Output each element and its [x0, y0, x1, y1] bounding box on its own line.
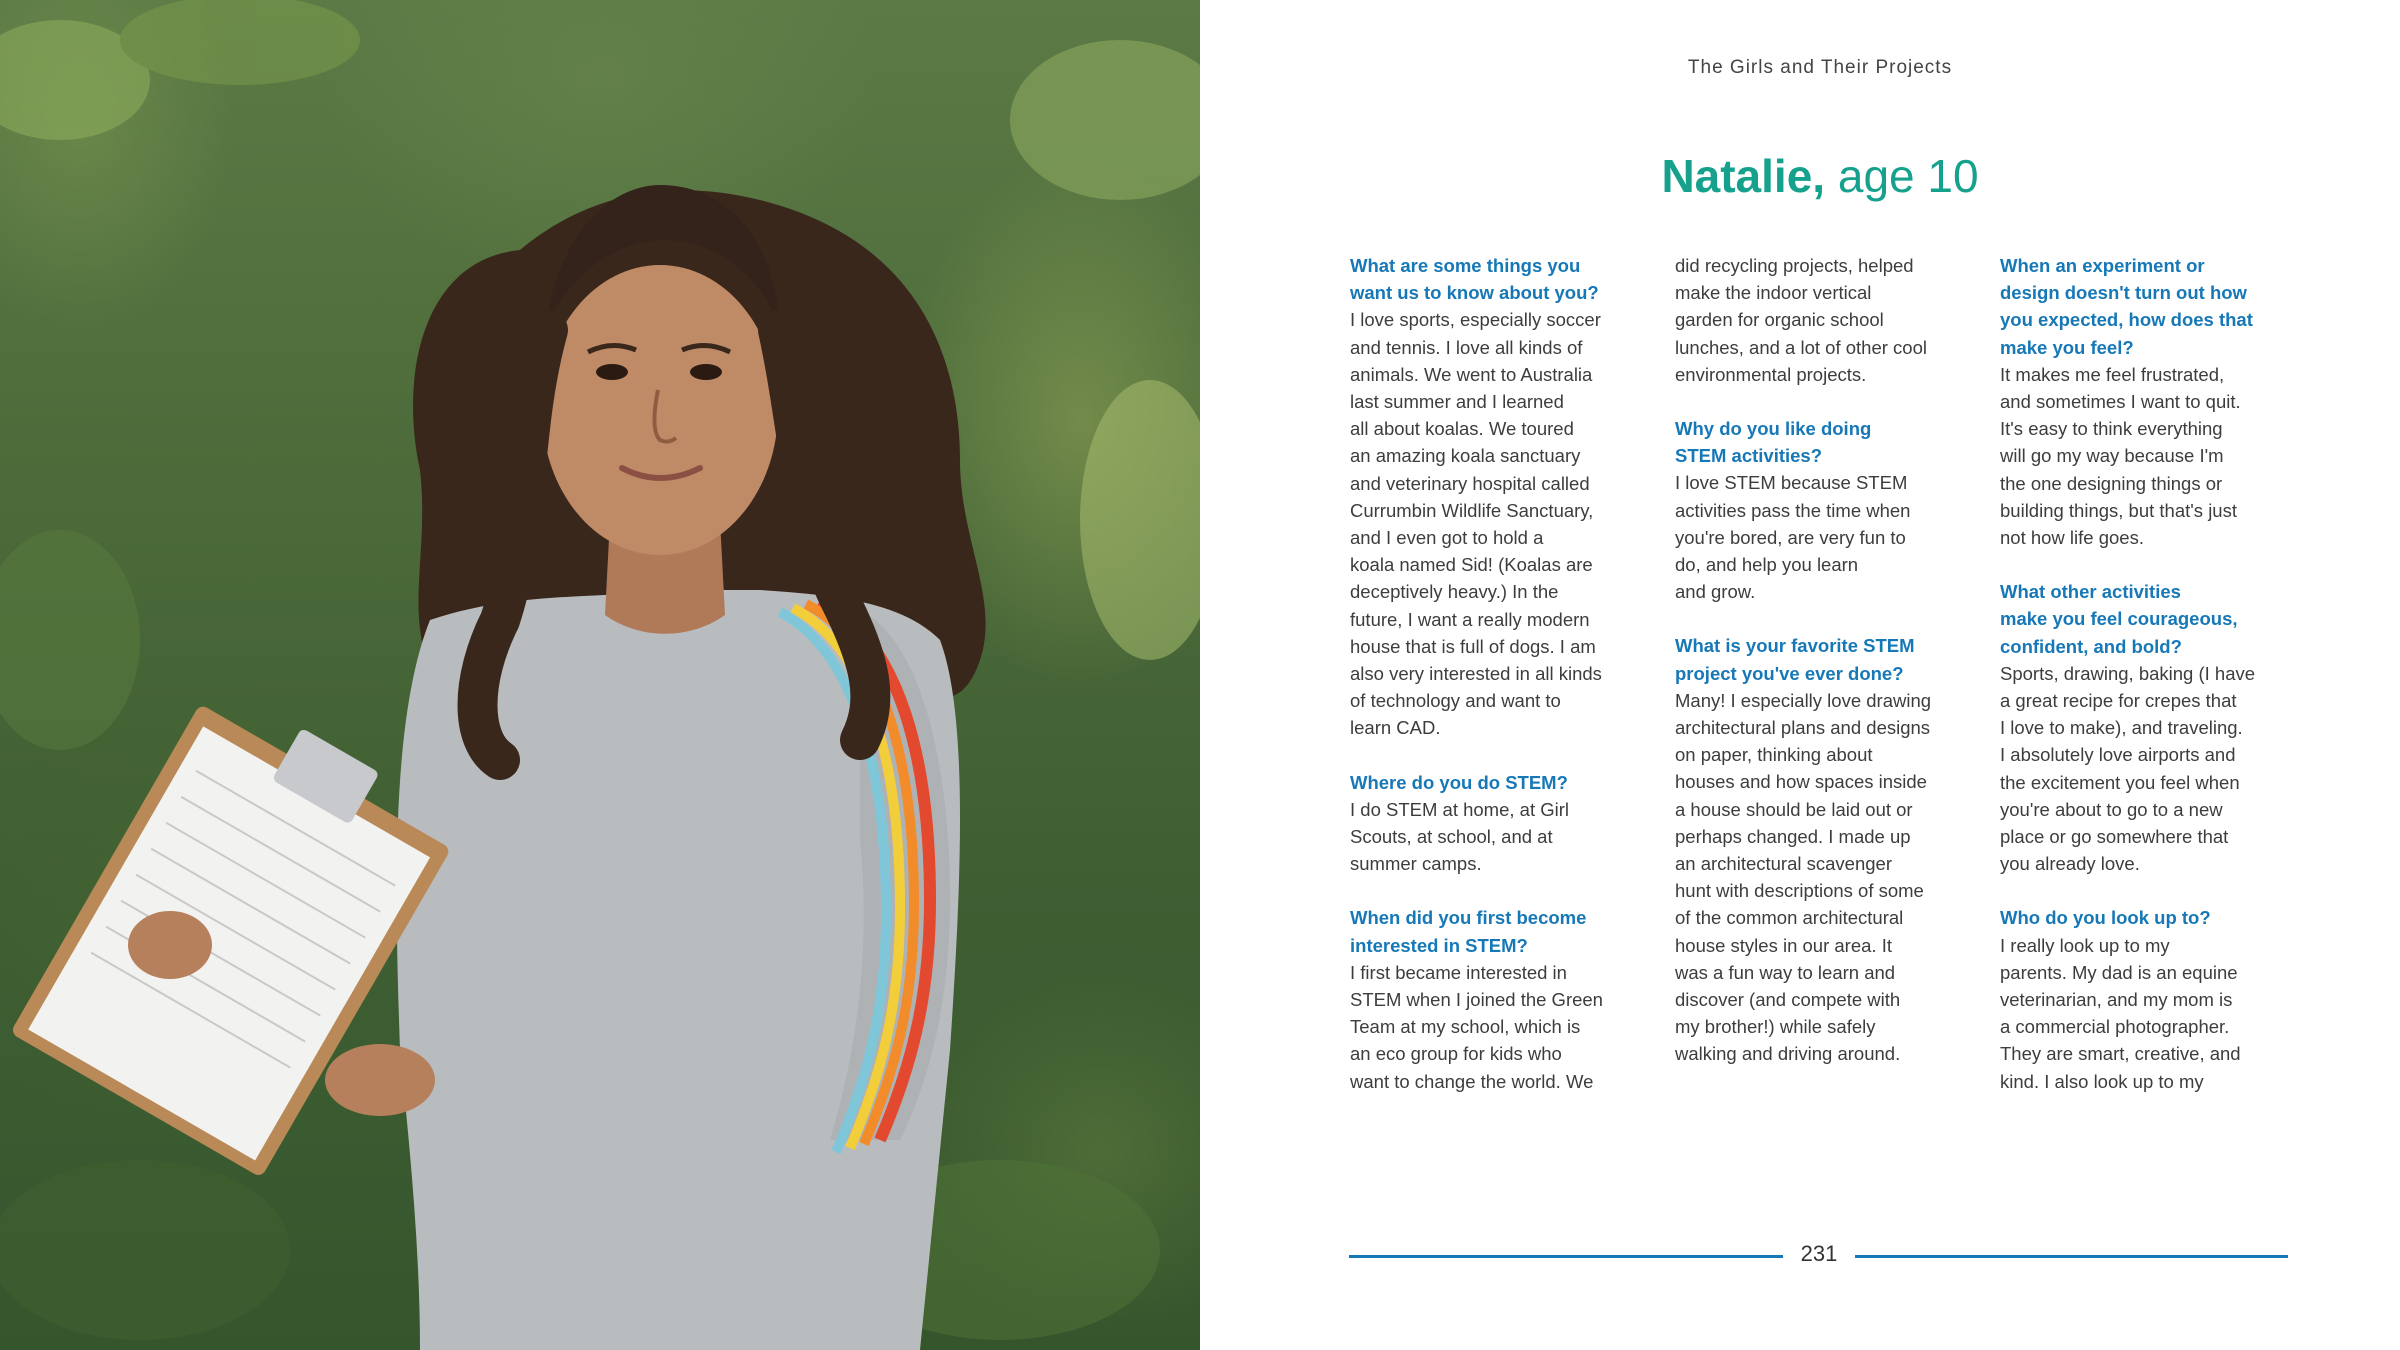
answer: Many! I especially love drawing architectural plans and designs on paper, thinking about houses and how spaces inside a house should be laid out or perhaps changed. I made up an architectural scavenger hunt with descriptions of some of the common architectural house styles in our area. It was a fun way to learn and discover (and compete with my brother!) while safely walking and driving around.: [1675, 689, 1932, 1065]
answer: I do STEM at home, at Girl Scouts, at school, and at summer camps.: [1350, 798, 1569, 875]
answer: I first became interested in STEM when I joined the Green Team at my school, which is an eco group for kids who want to change the world. We: [1350, 961, 1603, 1092]
answer: I really look up to my parents. My dad is an equine veterinarian, and my mom is a commercial photographer. They are smart, creative, and kind. I also look up to my: [2000, 934, 2241, 1092]
title-age: age 10: [1825, 150, 1979, 202]
page-number: 231: [1800, 1241, 1838, 1266]
footer-rule-right: [1855, 1255, 2288, 1258]
text-column-3: [2000, 252, 2300, 1095]
running-head: The Girls and Their Projects: [1687, 57, 1953, 78]
question: Where do you do STEM?: [1350, 771, 1568, 793]
text-column-2: [1675, 252, 1975, 1068]
question: What are some things you want us to know about you?: [1350, 255, 1599, 304]
question: What other activities make you feel courageous, confident, and bold?: [2000, 581, 2238, 657]
title-name: Natalie,: [1661, 150, 1826, 202]
question: Who do you look up to?: [2000, 907, 2211, 929]
question: When an experiment or design doesn't turn out how you expected, how does that make you feel?: [2000, 255, 2253, 358]
question: When did you first become interested in STEM?: [1350, 907, 1587, 956]
text-column-1: [1350, 252, 1650, 1095]
answer: I love STEM because STEM activities pass the time when you're bored, are very fun to do, and help you learn and grow.: [1675, 472, 1911, 603]
question: What is your favorite STEM project you've ever done?: [1675, 635, 1915, 684]
answer: Sports, drawing, baking (I have a great recipe for crepes that I love to make), and traveling. I absolutely love airports and the excitement you feel when you're about to go to a new place or go somewhere that you already love.: [2000, 662, 2256, 875]
question: Why do you like doing STEM activities?: [1675, 418, 1872, 467]
page-title: [1500, 146, 2140, 206]
answer: I love sports, especially soccer and tennis. I love all kinds of animals. We went to Australia last summer and I learned all about koalas. We toured an amazing koala sanctuary and veterinary hospital called Currumbin Wildlife Sanctuary, and I even got to hold a koala named Sid! (Koalas are deceptively heavy.) In the future, I want a really modern house that is full of dogs. I am also very interested in all kinds of technology and want to learn CAD.: [1350, 309, 1602, 739]
answer: It makes me feel frustrated, and sometimes I want to quit. It's easy to think everything will go my way because I'm the one designing things or building things, but that's just not how life goes.: [2000, 363, 2241, 549]
footer-rule-left: [1349, 1255, 1783, 1258]
answer: did recycling projects, helped make the indoor vertical garden for organic school lunches, and a lot of other cool environmental projects.: [1675, 255, 1927, 385]
